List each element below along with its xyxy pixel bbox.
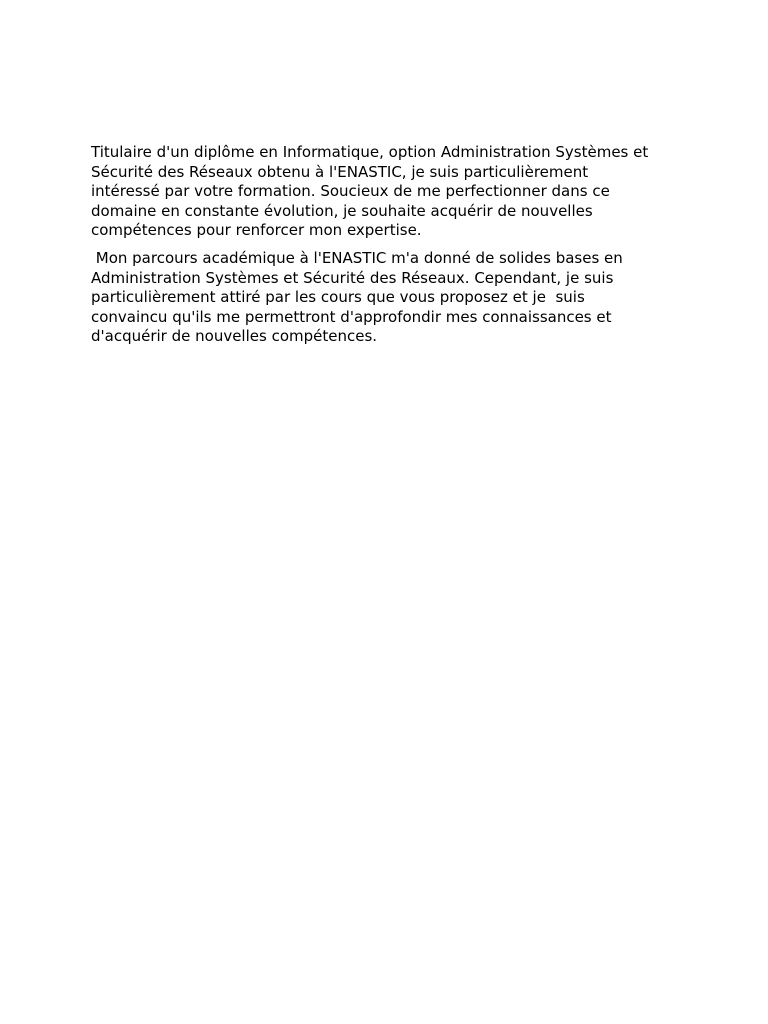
paragraph-line: d'acquérir de nouvelles compétences. bbox=[91, 327, 378, 346]
paragraph-line: particulièrement attiré par les cours que vous proposez et je suis bbox=[91, 288, 585, 307]
paragraph-line: Titulaire d'un diplôme en Informatique, option Administration Systèmes et bbox=[91, 143, 649, 161]
paragraph-1 bbox=[91, 143, 691, 241]
paragraph-line: convaincu qu'ils me permettront d'approfondir mes connaissances et bbox=[91, 307, 612, 326]
paragraph-line: compétences pour renforcer mon expertise. bbox=[91, 221, 422, 240]
paragraph-line: Sécurité des Réseaux obtenu à l'ENASTIC, je suis particulièrement bbox=[91, 162, 589, 181]
paragraph-line: Mon parcours académique à l'ENASTIC m'a donné de solides bases en bbox=[91, 248, 623, 267]
paragraph-line: domaine en constante évolution, je souhaite acquérir de nouvelles bbox=[91, 201, 593, 220]
document-body bbox=[91, 143, 691, 355]
paragraph-2 bbox=[91, 249, 691, 347]
paragraph-line: intéressé par votre formation. Soucieux de me perfectionner dans ce bbox=[91, 182, 610, 201]
paragraph-line: Administration Systèmes et Sécurité des Réseaux. Cependant, je suis bbox=[91, 268, 614, 287]
